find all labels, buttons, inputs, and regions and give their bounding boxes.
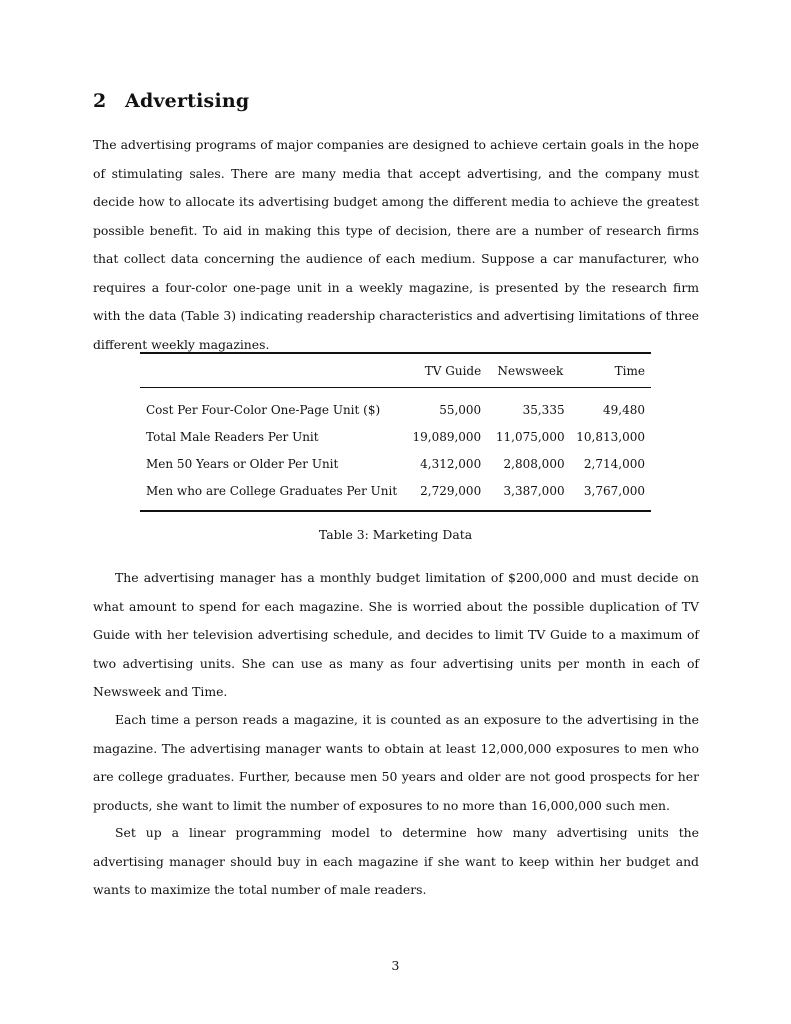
table-cell: 2,714,000 [583, 456, 645, 471]
table-cell: 2,729,000 [420, 483, 482, 498]
table-row [140, 423, 651, 450]
table-cell: 3,387,000 [503, 483, 565, 498]
task-paragraph: Set up a linear programming model to determine how many advertising units the advertising manager should buy in each magazine if she want to keep within her budget and wants to maximize the total number of male readers. [93, 825, 699, 897]
table-cell: 4,312,000 [420, 456, 482, 471]
table-header-blank [140, 353, 407, 388]
table-row [140, 388, 651, 424]
exposure-paragraph: Each time a person reads a magazine, it is counted as an exposure to the advertising in the magazine. The advertising manager wants to obtain at least 12,000,000 exposures to men who are college graduates. Further, because men 50 years and older are not good prospects for her products, she want to limit the number of exposures to no more than 16,000,000 such men. [93, 712, 699, 813]
marketing-data-table [140, 352, 651, 512]
budget-paragraph: The advertising manager has a monthly budget limitation of $200,000 and must decide on what amount to spend for each magazine. She is worried about the possible duplication of TV Guide with her television advertising schedule, and decides to limit TV Guide to a maximum of two advertising units. She can use as many as four advertising units per month in each of Newsweek and Time. [93, 570, 699, 699]
table-header-time: Time [571, 353, 651, 388]
table-cell: 19,089,000 [412, 429, 482, 444]
page-number: 3 [391, 958, 400, 973]
section-number: 2 [93, 90, 107, 112]
table-header-newsweek: Newsweek [490, 353, 570, 388]
table-cell: 11,075,000 [495, 429, 565, 444]
table-cell: 3,767,000 [583, 483, 645, 498]
table-row-label: Total Male Readers Per Unit [146, 429, 319, 444]
section-heading [93, 88, 249, 114]
table-cell: 49,480 [603, 402, 645, 417]
intro-paragraph: The advertising programs of major companies are designed to achieve certain goals in the hope of stimulating sales. There are many media that accept advertising, and the company must decide how to allocate its advertising budget among the different media to achieve the greatest possible benefit. To aid in making this type of decision, there are a number of research firms that collect data concerning the audience of each medium. Suppose a car manufacturer, who requires a four-color one-page unit in a weekly magazine, is presented by the research firm with the data (Table 3) indicating readership characteristics and advertising limitations of three different weekly magazines. [93, 137, 699, 352]
table-header-row [140, 353, 651, 388]
table-row [140, 477, 651, 511]
table-row-label: Men who are College Graduates Per Unit [146, 483, 398, 498]
table-cell: 35,335 [522, 402, 565, 417]
table-cell: 10,813,000 [576, 429, 645, 444]
table-caption: Table 3: Marketing Data [318, 527, 473, 542]
table-row-label: Men 50 Years or Older Per Unit [146, 456, 339, 471]
table-cell: 2,808,000 [503, 456, 565, 471]
table-row [140, 450, 651, 477]
table-header-tv-guide: TV Guide [407, 353, 490, 388]
table-row-label: Cost Per Four-Color One-Page Unit ($) [146, 402, 381, 417]
table-cell: 55,000 [439, 402, 482, 417]
section-title: Advertising [125, 90, 250, 112]
